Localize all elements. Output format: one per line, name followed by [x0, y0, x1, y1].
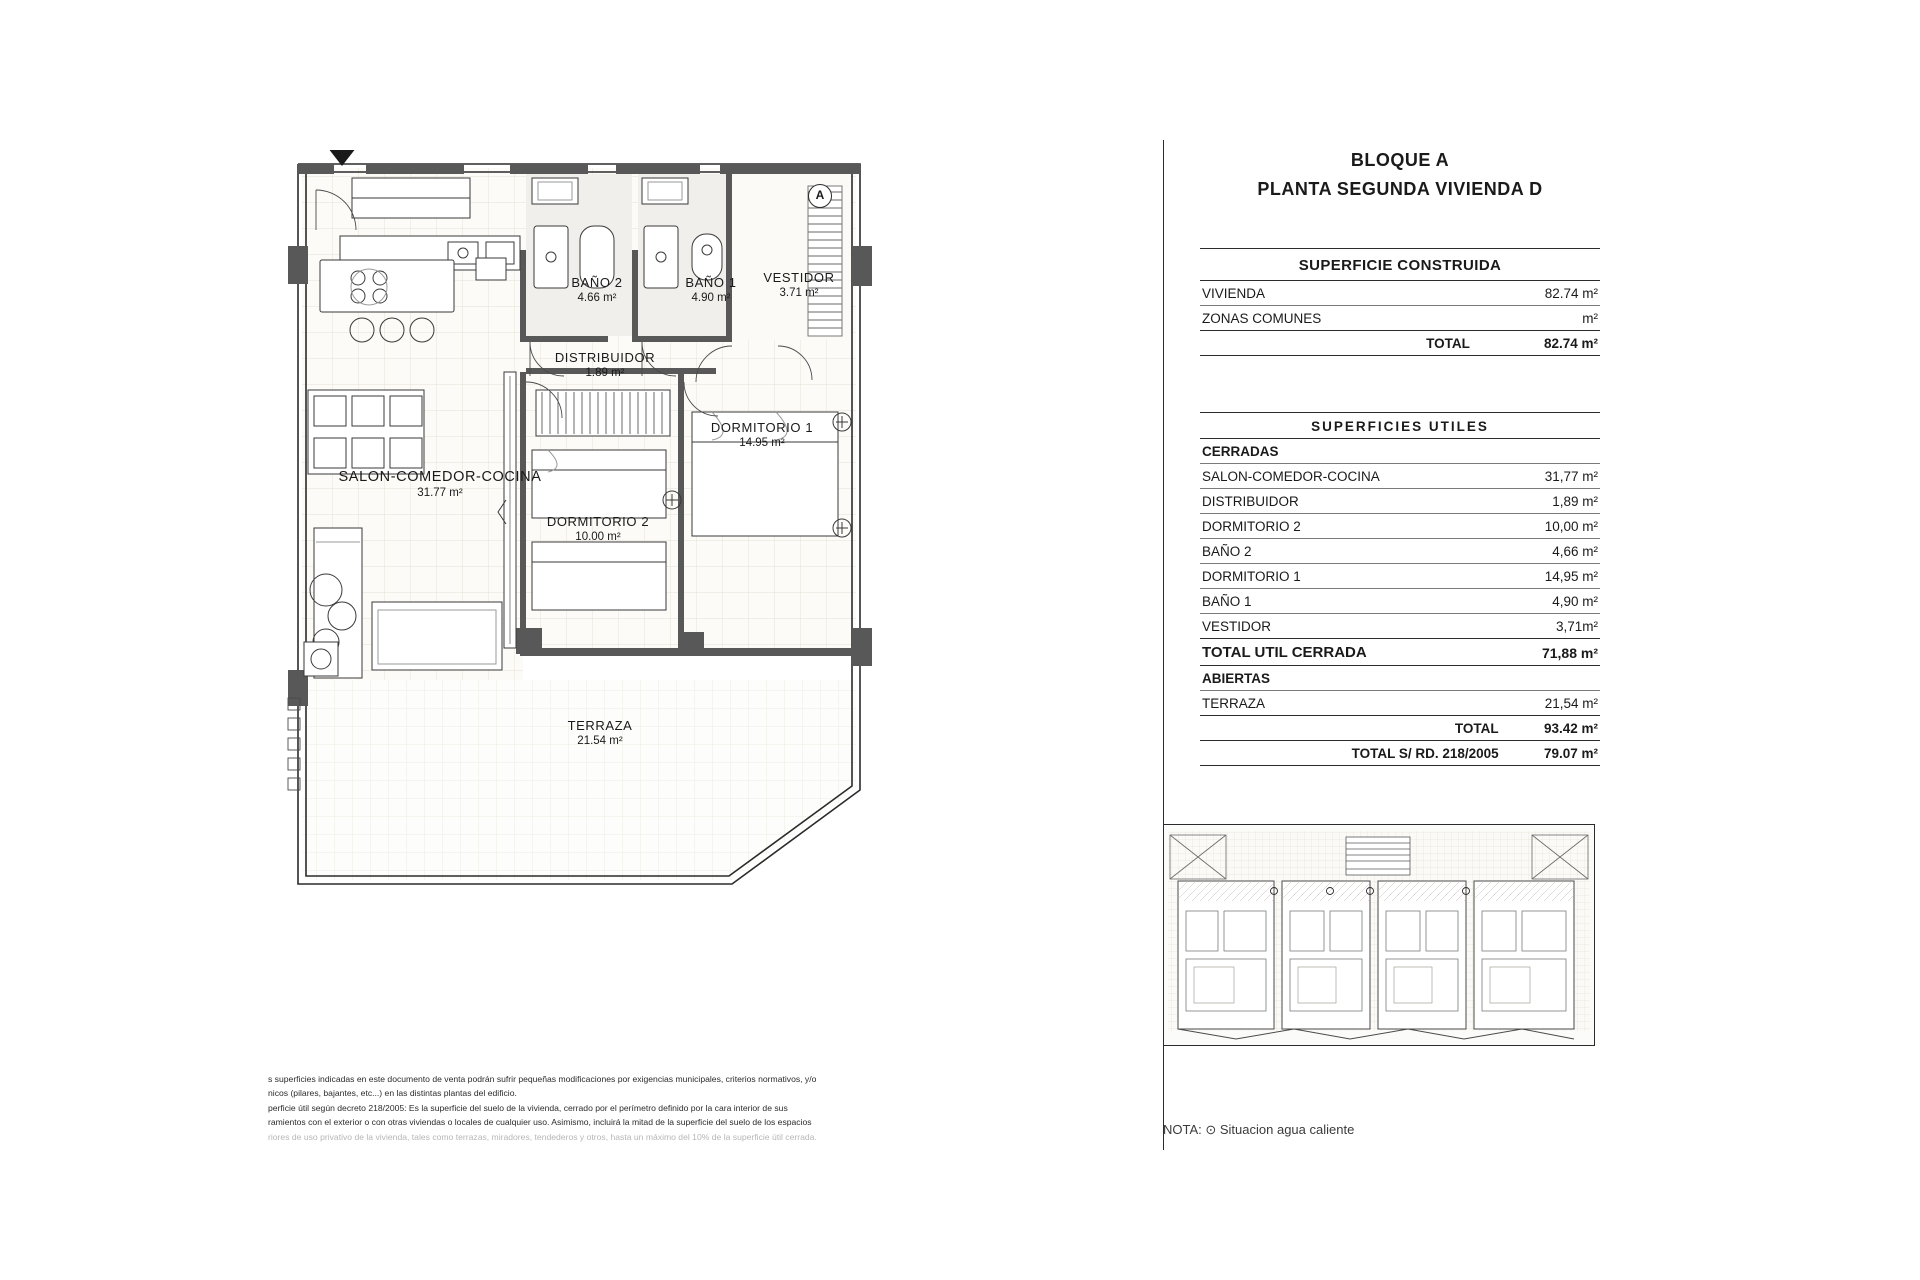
table-row: [1200, 490, 1600, 514]
legal-footnote: [268, 1073, 968, 1145]
useful-row-value: 3,71m²: [1555, 619, 1598, 634]
built-area-title: SUPERFICIE CONSTRUIDA: [1298, 257, 1502, 274]
footnote-line: riores de uso privativo de la vivienda, tales como terrazas, miradores, tendederos y otros, hasta un máximo del 10% de la superficie útil cerrada.: [268, 1131, 817, 1142]
key-plan-note: NOTA: ⊙ Situacion agua caliente: [1163, 1122, 1355, 1137]
useful-row-label: DISTRIBUIDOR: [1202, 494, 1299, 509]
room-label-dormitorio1: DORMITORIO 1 14.95 m²: [710, 420, 814, 450]
key-plan: [1163, 824, 1595, 1046]
useful-row-value: 4,90 m²: [1552, 594, 1598, 609]
room-label-bano2: BAÑO 2 4.66 m²: [571, 275, 623, 305]
useful-row-value: 10,00 m²: [1544, 519, 1598, 534]
room-label-dormitorio2: DORMITORIO 2 10.00 m²: [546, 514, 650, 544]
room-label-salon-comedor-cocina: SALON-COMEDOR-COCINA 31.77 m²: [338, 469, 542, 500]
room-label-terraza: TERRAZA 21.54 m²: [567, 718, 633, 748]
room-label-vestidor: VESTIDOR 3.71 m²: [763, 270, 835, 300]
room-label-distribuidor: DISTRIBUIDOR 1.89 m²: [554, 350, 656, 380]
key-plan-svg: [1164, 825, 1594, 1045]
closed-total-value: 71,88 m²: [1541, 644, 1598, 661]
footnote-line: s superficies indicadas en este documento de venta podrán sufrir pequeñas modificaciones por exigencias municipales, criterios normativos, y/o: [268, 1074, 817, 1084]
closed-section-label: CERRADAS: [1202, 444, 1279, 459]
open-section-label: ABIERTAS: [1202, 671, 1271, 686]
table-row: [1200, 307, 1600, 331]
room-label-bano1: BAÑO 1 4.90 m²: [685, 275, 737, 305]
table-row: [1200, 615, 1600, 639]
title-block: [1200, 150, 1600, 200]
useful-row-label: DORMITORIO 2: [1202, 519, 1301, 534]
useful-row-value: 21,54 m²: [1544, 696, 1598, 711]
built-area-table: [1200, 248, 1600, 358]
footnote-line: ramientos con el exterior o con otras viviendas o locales de cualquier uso. Asimismo, incluirá la mitad de la superficie del suelo de los espacios: [268, 1117, 812, 1128]
useful-row-value: 1,89 m²: [1552, 494, 1598, 509]
useful-row-value: 4,66 m²: [1552, 544, 1598, 559]
table-row: [1200, 565, 1600, 589]
rd-label: TOTAL S/ RD. 218/2005: [1351, 746, 1499, 761]
rd-value: 79.07 m²: [1543, 746, 1598, 761]
footnote-line: perficie útil según decreto 218/2005: Es la superficie del suelo de la vivienda, cerrado por el perímetro definido por la cara interior de sus: [268, 1102, 788, 1113]
table-row: [1200, 540, 1600, 564]
useful-row-label: BAÑO 1: [1202, 594, 1252, 609]
table-row-rd: [1200, 742, 1600, 766]
info-panel: [1200, 150, 1600, 768]
vestidor-wardrobe: [808, 186, 842, 336]
built-row-label: ZONAS COMUNES: [1202, 311, 1322, 326]
table-row-total: [1200, 717, 1600, 741]
useful-row-label: DORMITORIO 1: [1202, 569, 1301, 584]
block-title: BLOQUE A: [1350, 150, 1450, 170]
useful-row-label: TERRAZA: [1202, 696, 1266, 711]
useful-row-value: 31,77 m²: [1544, 469, 1598, 484]
table-row: [1200, 590, 1600, 614]
floorplan-drawing: [280, 150, 1110, 990]
closed-total-label: TOTAL UTIL CERRADA: [1202, 644, 1367, 661]
built-total-label: TOTAL: [1426, 336, 1470, 351]
built-row-value: 82.74 m²: [1544, 286, 1598, 301]
table-row: [1200, 692, 1600, 716]
table-row: [1200, 465, 1600, 489]
useful-row-label: BAÑO 2: [1202, 544, 1252, 559]
built-row-value: m²: [1582, 311, 1598, 326]
useful-row-value: 14,95 m²: [1544, 569, 1598, 584]
section-marker-a: A: [808, 184, 832, 208]
table-row: [1200, 515, 1600, 539]
useful-area-title: SUPERFICIES UTILES: [1311, 419, 1489, 434]
useful-row-label: SALON-COMEDOR-COCINA: [1202, 469, 1380, 484]
table-row: [1200, 282, 1600, 306]
table-row-subtotal: [1200, 640, 1600, 666]
unit-title: PLANTA SEGUNDA VIVIENDA D: [1257, 179, 1543, 199]
useful-row-label: VESTIDOR: [1202, 619, 1272, 634]
footnote-line: nicos (pilares, bajantes, etc...) en las distintas plantas del edificio.: [268, 1088, 517, 1099]
table-row-total: [1200, 332, 1600, 356]
built-row-label: VIVIENDA: [1202, 286, 1266, 301]
built-total-value: 82.74 m²: [1543, 336, 1598, 351]
useful-total-value: 93.42 m²: [1543, 721, 1598, 736]
useful-area-table: [1200, 412, 1600, 768]
useful-total-label: TOTAL: [1454, 721, 1499, 736]
